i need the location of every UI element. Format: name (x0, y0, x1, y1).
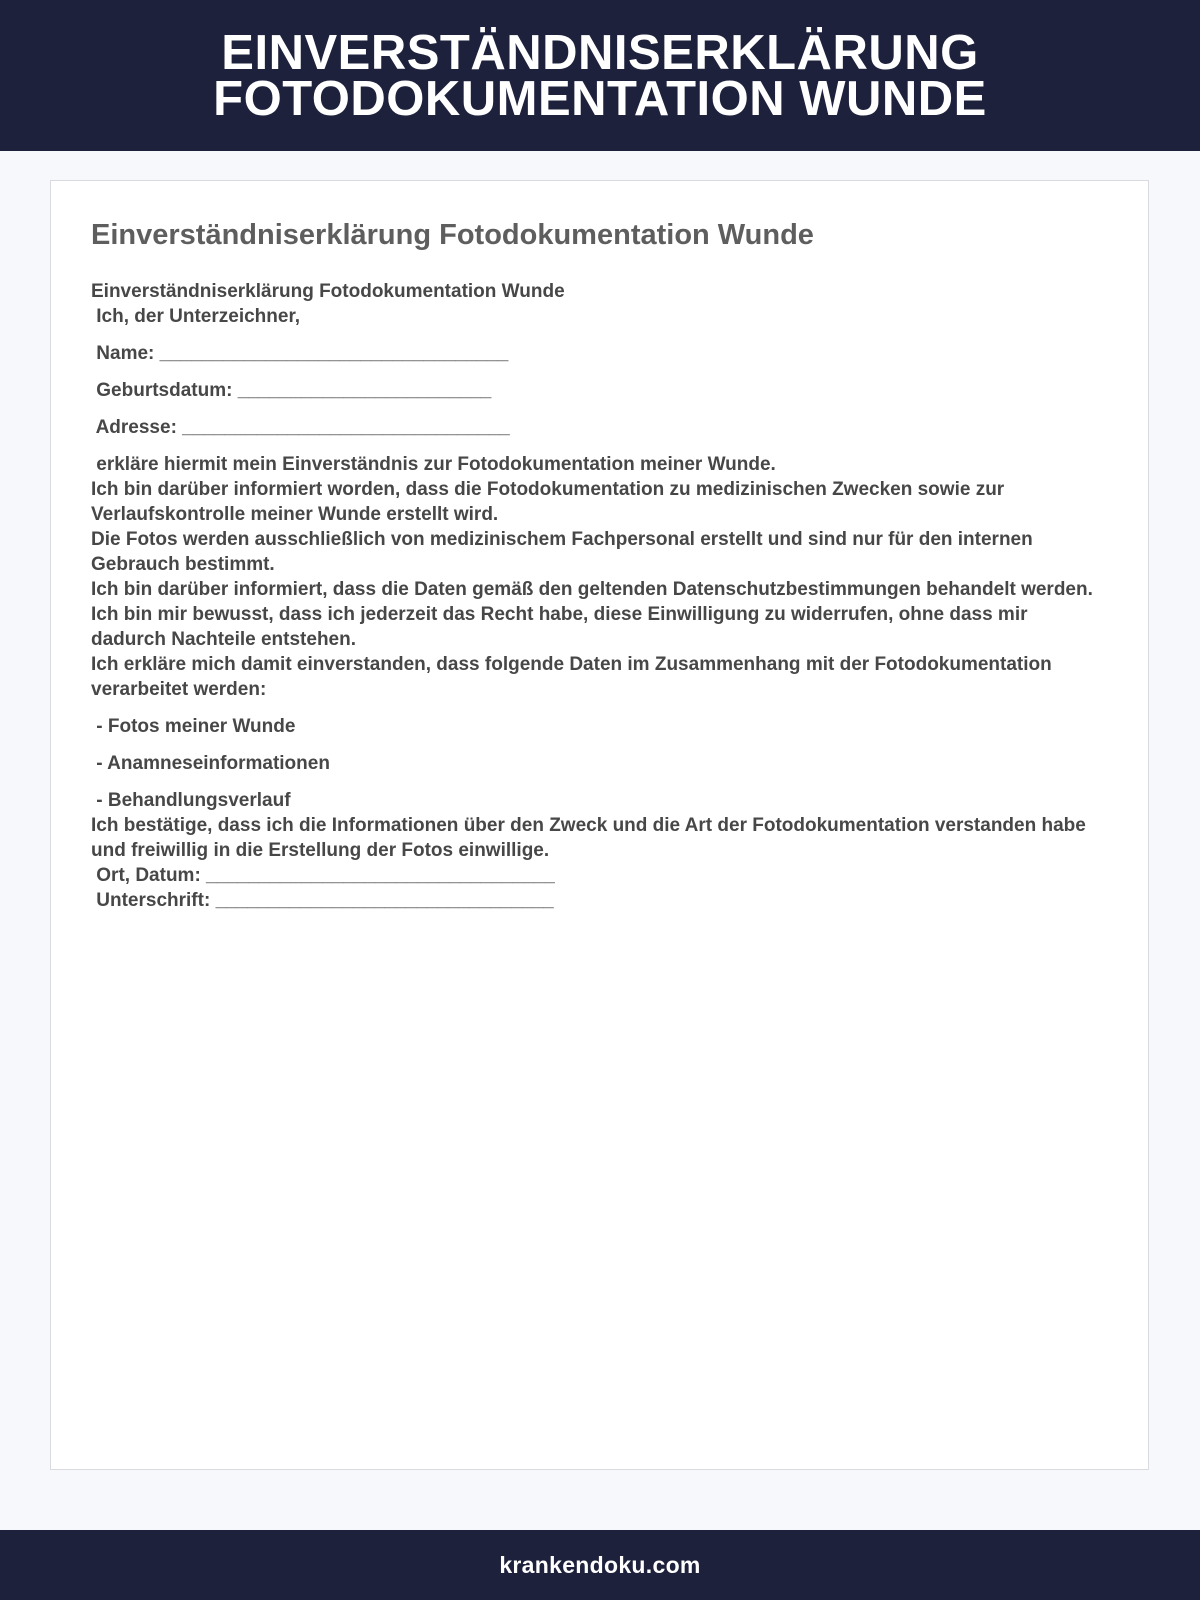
place-date-field: Ort, Datum: _________________________________ (91, 865, 555, 886)
intro-text: Ich, der Unterzeichner, (91, 306, 301, 327)
footer-site-name: krankendoku.com (499, 1551, 701, 1578)
document-subtitle: Einverständniserklärung Fotodokumentation Wunde (91, 281, 565, 302)
paragraph-staff: Die Fotos werden ausschließlich von medizinischem Fachpersonal erstellt und sind nur für den internen Gebrauch bestimmt. (91, 529, 1033, 575)
consent-statement: erkläre hiermit mein Einverständnis zur Fotodokumentation meiner Wunde. (91, 454, 776, 475)
list-item: - Fotos meiner Wunde (91, 716, 296, 737)
signature-field: Unterschrift: ________________________________ (91, 890, 554, 911)
paragraph-revoke: Ich bin mir bewusst, dass ich jederzeit das Recht habe, diese Einwilligung zu widerrufen, ohne dass mir dadurch Nachteile entstehen. (91, 604, 1028, 650)
list-item: - Behandlungsverlauf (91, 790, 291, 811)
address-field: Adresse: _______________________________ (91, 417, 510, 438)
document-title: Einverständniserklärung Fotodokumentation Wunde (91, 219, 814, 251)
name-field: Name: _________________________________ (91, 343, 509, 364)
document-card (50, 180, 1149, 1470)
page-header (0, 0, 1200, 151)
paragraph-purpose: Ich bin darüber informiert worden, dass die Fotodokumentation zu medizinischen Zwecken sowie zur Verlaufskontrolle meiner Wunde erstellt wird. (91, 479, 1005, 525)
paragraph-privacy: Ich bin darüber informiert, dass die Daten gemäß den geltenden Datenschutzbestimmungen behandelt werden. (91, 579, 1093, 600)
list-item: - Anamneseinformationen (91, 753, 330, 774)
document-body (91, 279, 1101, 913)
header-title-line-2: FOTODOKUMENTATION WUNDE (213, 71, 987, 126)
page-footer (0, 1530, 1200, 1600)
header-title-line-1: EINVERSTÄNDNISERKLÄRUNG (221, 25, 979, 80)
paragraph-confirm: Ich bestätige, dass ich die Informationen über den Zweck und die Art der Fotodokumentation verstanden habe und freiwillig in die Erstellung der Fotos einwillige. (91, 815, 1086, 861)
birthdate-field: Geburtsdatum: ________________________ (91, 380, 492, 401)
paragraph-data: Ich erkläre mich damit einverstanden, dass folgende Daten im Zusammenhang mit der Fotodokumentation verarbeitet werden: (91, 654, 1052, 700)
